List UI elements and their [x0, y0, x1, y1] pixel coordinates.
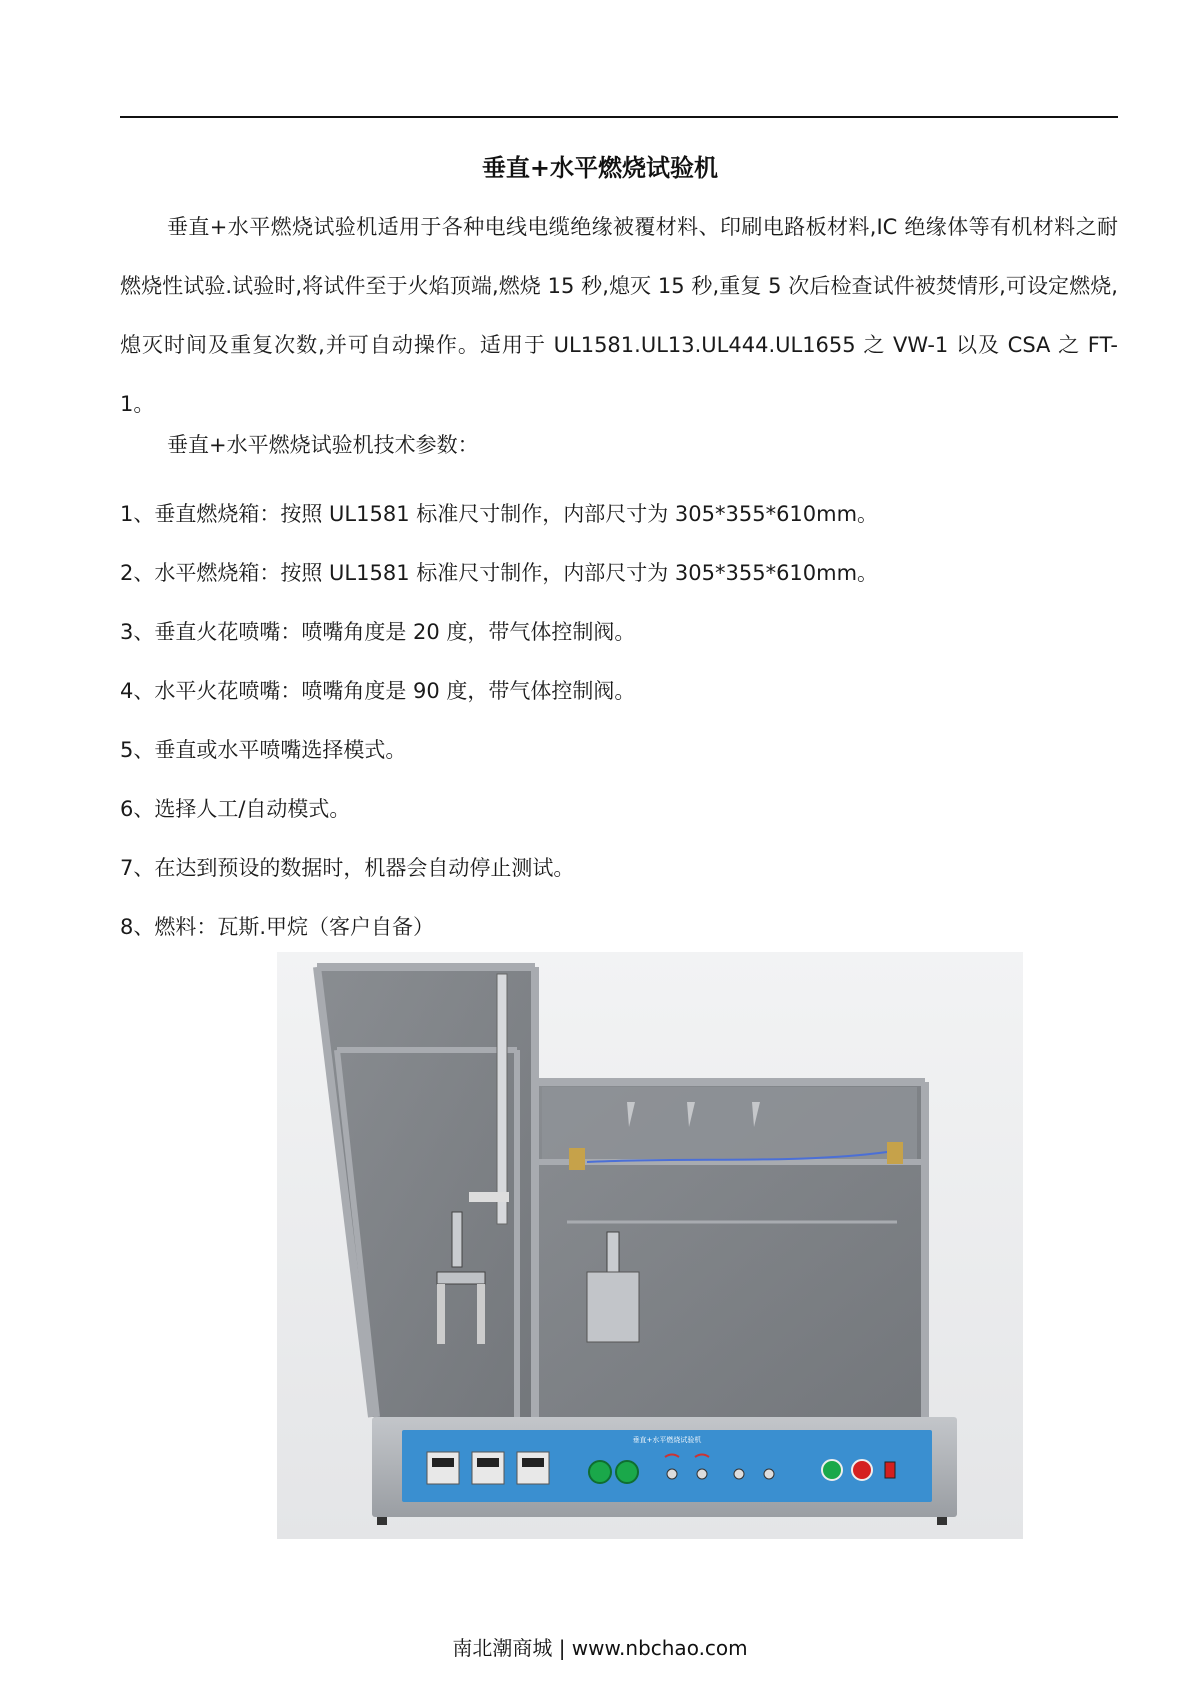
- machine-photo: [277, 952, 1023, 1539]
- intro-paragraph: 垂直+水平燃烧试验机适用于各种电线电缆绝缘被覆材料、印刷电路板材料,IC 绝缘体等有机材料之耐燃烧性试验.试验时,将试件至于火焰顶端,燃烧 15 秒,熄灭 15 秒,重复 5 次后检查试件被焚情形,可设定燃烧,熄灭时间及重复次数,并可自动操作。适用于 UL1581.UL13.UL444.UL1655 之 VW-1 以及 CSA 之 FT-1。: [120, 215, 1118, 416]
- spec-item: 6、选择人工/自动模式。: [120, 797, 351, 821]
- timer-displays: [427, 1452, 549, 1484]
- spec-item: 3、垂直火花喷嘴：喷嘴角度是 20 度，带气体控制阀。: [120, 620, 636, 644]
- panel-label: 垂直+水平燃烧试验机: [632, 1436, 702, 1444]
- horizontal-chamber: [535, 1082, 925, 1417]
- spec-heading: 垂直+水平燃烧试验机技术参数：: [167, 433, 479, 457]
- spec-item: 7、在达到预设的数据时，机器会自动停止测试。: [120, 856, 575, 880]
- footer-text: 南北潮商城 | www.nbchao.com: [452, 1636, 748, 1660]
- machine-illustration: [277, 952, 1023, 1539]
- document-title: 垂直+水平燃烧试验机: [481, 153, 719, 182]
- spec-list: [120, 485, 878, 957]
- spec-item: 4、水平火花喷嘴：喷嘴角度是 90 度，带气体控制阀。: [120, 679, 636, 703]
- spec-item: 5、垂直或水平喷嘴选择模式。: [120, 738, 407, 762]
- spec-item: 1、垂直燃烧箱：按照 UL1581 标准尺寸制作，内部尺寸为 305*355*610mm。: [120, 502, 879, 526]
- spec-item: 2、水平燃烧箱：按照 UL1581 标准尺寸制作，内部尺寸为 305*355*610mm。: [120, 561, 879, 585]
- header-rule: [120, 116, 1118, 118]
- spec-item: 8、燃料：瓦斯.甲烷（客户自备）: [120, 915, 435, 939]
